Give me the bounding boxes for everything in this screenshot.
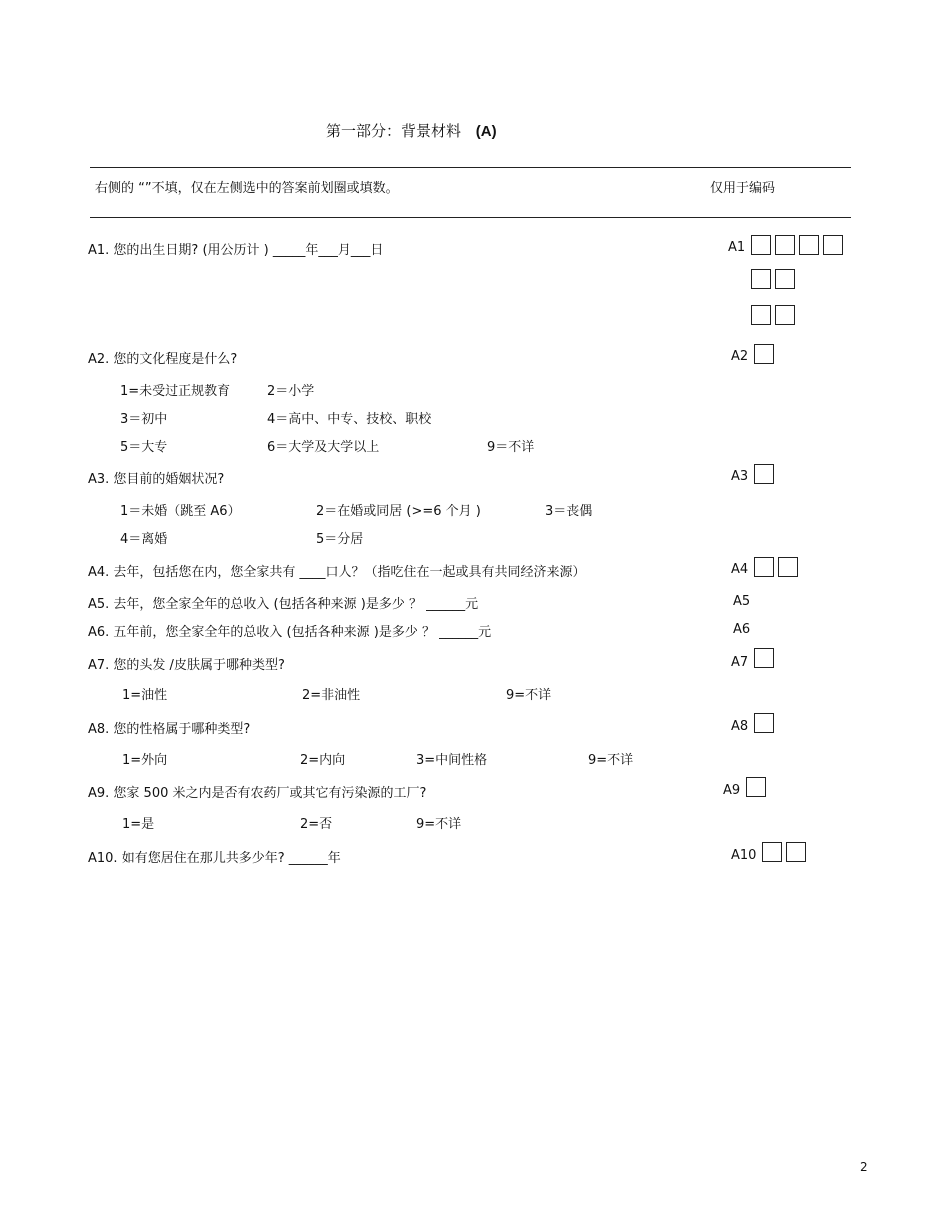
code-label-a9: A9	[723, 783, 741, 798]
code-label-a2: A2	[731, 349, 749, 364]
code-box[interactable]	[778, 557, 798, 577]
option-a9-1[interactable]: 1=是	[122, 817, 155, 832]
section-code: (A)	[475, 123, 497, 140]
code-boxes-a8	[754, 713, 774, 733]
option-a7-9[interactable]: 9=不详	[506, 688, 552, 703]
code-box[interactable]	[751, 269, 771, 289]
option-a9-2[interactable]: 2=否	[300, 817, 333, 832]
code-box[interactable]	[754, 344, 774, 364]
code-boxes-a1-day	[751, 305, 795, 325]
code-label-a6: A6	[733, 622, 751, 637]
instruction-text: 右侧的 “”不填，仅在左侧选中的答案前划圈或填数。	[95, 181, 399, 196]
code-box[interactable]	[775, 269, 795, 289]
code-label-a4: A4	[731, 562, 749, 577]
code-boxes-a2	[754, 344, 774, 364]
option-a8-9[interactable]: 9=不详	[588, 753, 634, 768]
code-box[interactable]	[762, 842, 782, 862]
option-a3-2[interactable]: 2＝在婚或同居 (>=6 个月 )	[316, 504, 481, 519]
question-a3: A3. 您目前的婚姻状况?	[88, 472, 225, 487]
option-a2-6[interactable]: 6＝大学及大学以上	[267, 440, 380, 455]
question-a9: A9. 您家 500 米之内是否有农药厂或其它有污染源的工厂?	[88, 786, 427, 801]
question-a4: A4. 去年，包括您在内，您全家共有 ____口人？（指吃住在一起或具有共同经济来源）	[88, 565, 586, 580]
code-box[interactable]	[754, 557, 774, 577]
section-title-text: 第一部分：背景材料	[326, 122, 462, 140]
code-boxes-a9	[746, 777, 766, 797]
code-label-a8: A8	[731, 719, 749, 734]
question-a5: A5. 去年，您全家全年的总收入 (包括各种来源 )是多少 ？ ______元	[88, 597, 479, 612]
code-box[interactable]	[786, 842, 806, 862]
question-a2: A2. 您的文化程度是什么?	[88, 352, 238, 367]
code-label-a1: A1	[728, 240, 746, 255]
code-box[interactable]	[754, 464, 774, 484]
code-label-a5: A5	[733, 594, 751, 609]
question-a6: A6. 五年前，您全家全年的总收入 (包括各种来源 )是多少 ？ ______元	[88, 625, 492, 640]
code-box[interactable]	[775, 305, 795, 325]
option-a7-2[interactable]: 2=非油性	[302, 688, 361, 703]
code-boxes-a1-year	[751, 235, 843, 255]
option-a3-1[interactable]: 1＝未婚（跳至 A6）	[120, 504, 241, 519]
option-a2-5[interactable]: 5＝大专	[120, 440, 168, 455]
option-a3-4[interactable]: 4＝离婚	[120, 532, 168, 547]
option-a8-2[interactable]: 2=内向	[300, 753, 346, 768]
question-a8: A8. 您的性格属于哪种类型?	[88, 722, 251, 737]
code-boxes-a1-month	[751, 269, 795, 289]
code-box[interactable]	[775, 235, 795, 255]
code-label-a10: A10	[731, 848, 757, 863]
option-a2-9[interactable]: 9＝不详	[487, 440, 535, 455]
code-boxes-a3	[754, 464, 774, 484]
code-box[interactable]	[746, 777, 766, 797]
option-a2-2[interactable]: 2＝小学	[267, 384, 315, 399]
code-box[interactable]	[754, 713, 774, 733]
question-a7: A7. 您的头发 /皮肤属于哪种类型?	[88, 658, 285, 673]
option-a8-3[interactable]: 3=中间性格	[416, 753, 488, 768]
option-a7-1[interactable]: 1=油性	[122, 688, 168, 703]
code-column-header: 仅用于编码	[710, 181, 776, 196]
option-a8-1[interactable]: 1=外向	[122, 753, 168, 768]
header-rule	[90, 217, 851, 218]
option-a2-4[interactable]: 4＝高中、中专、技校、职校	[267, 412, 432, 427]
code-label-a7: A7	[731, 655, 749, 670]
code-boxes-a7	[754, 648, 774, 668]
question-a1: A1. 您的出生日期? (用公历计 ) _____年___月___日	[88, 243, 384, 258]
option-a3-5[interactable]: 5＝分居	[316, 532, 364, 547]
option-a9-9[interactable]: 9=不详	[416, 817, 462, 832]
section-title	[326, 120, 497, 141]
option-a2-1[interactable]: 1=未受过正规教育	[120, 384, 231, 399]
code-boxes-a4	[754, 557, 798, 577]
code-box[interactable]	[799, 235, 819, 255]
code-label-a3: A3	[731, 469, 749, 484]
code-box[interactable]	[754, 648, 774, 668]
top-rule	[90, 167, 851, 168]
code-box[interactable]	[823, 235, 843, 255]
code-boxes-a10	[762, 842, 806, 862]
code-box[interactable]	[751, 235, 771, 255]
page-number: 2	[860, 1160, 868, 1174]
code-box[interactable]	[751, 305, 771, 325]
option-a2-3[interactable]: 3＝初中	[120, 412, 168, 427]
question-a10: A10. 如有您居住在那儿共多少年? ______年	[88, 851, 341, 866]
option-a3-3[interactable]: 3＝丧偶	[545, 504, 593, 519]
